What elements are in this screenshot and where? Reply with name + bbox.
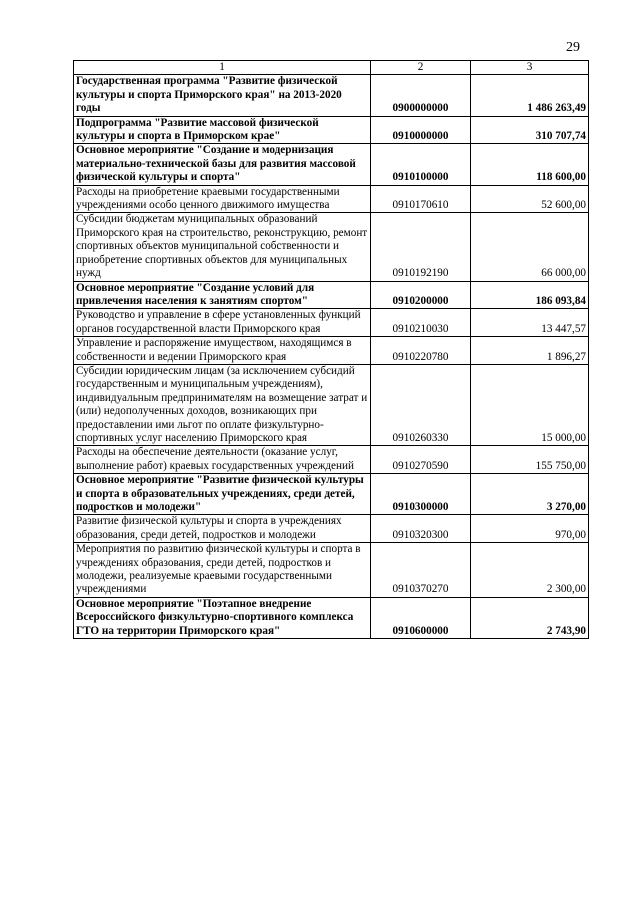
row-amount-cell: 13 447,57 — [471, 309, 589, 337]
row-name-cell: Основное мероприятие "Развитие физической культуры и спорта в образовательных учреждениях, среди детей, подростков и молодежи" — [74, 474, 371, 515]
row-code-cell: 0910200000 — [371, 281, 471, 309]
row-amount-cell: 2 743,90 — [471, 597, 589, 638]
table-row — [74, 144, 589, 185]
row-amount-cell: 2 300,00 — [471, 543, 589, 598]
row-amount-cell: 3 270,00 — [471, 474, 589, 515]
row-code-cell: 0910170610 — [371, 185, 471, 213]
row-amount-cell: 52 600,00 — [471, 185, 589, 213]
row-code-cell: 0910300000 — [371, 474, 471, 515]
row-amount-cell: 1 896,27 — [471, 337, 589, 365]
row-code-cell: 0910100000 — [371, 144, 471, 185]
row-name-cell: Расходы на приобретение краевыми государственными учреждениями особо ценного движимого имущества — [74, 185, 371, 213]
row-name-cell: Управление и распоряжение имуществом, находящимся в собственности и ведении Приморского края — [74, 337, 371, 365]
row-name-cell: Основное мероприятие "Создание условий для привлечения населения к занятиям спортом" — [74, 281, 371, 309]
row-code-cell: 0910260330 — [371, 364, 471, 445]
table-row — [74, 364, 589, 445]
row-code-cell: 0910210030 — [371, 309, 471, 337]
row-amount-cell: 970,00 — [471, 515, 589, 543]
row-code-cell: 0910270590 — [371, 446, 471, 474]
row-code-cell: 0910000000 — [371, 116, 471, 144]
column-header-3: 3 — [471, 61, 589, 75]
row-name-cell: Основное мероприятие "Создание и модернизация материально-технической базы для развития массовой физической культуры и спорта" — [74, 144, 371, 185]
row-name-cell: Развитие физической культуры и спорта в учреждениях образования, среди детей, подростков и молодежи — [74, 515, 371, 543]
row-name-cell: Основное мероприятие "Поэтапное внедрение Всероссийского физкультурно-спортивного комплекса ГТО на территории Приморского края" — [74, 597, 371, 638]
row-code-cell: 0910370270 — [371, 543, 471, 598]
table-row — [74, 515, 589, 543]
row-code-cell: 0910220780 — [371, 337, 471, 365]
table-row — [74, 474, 589, 515]
row-amount-cell: 310 707,74 — [471, 116, 589, 144]
row-amount-cell: 15 000,00 — [471, 364, 589, 445]
table-row — [74, 281, 589, 309]
row-code-cell: 0910192190 — [371, 213, 471, 281]
page-number: 29 — [566, 40, 580, 55]
row-amount-cell: 1 486 263,49 — [471, 75, 589, 116]
table-row — [74, 543, 589, 598]
row-name-cell: Субсидии юридическим лицам (за исключением субсидий государственным и муниципальным учреждениям), индивидуальным предпринимателям на возмещение затрат и (или) недополученных доходов, возникающих при предоставлении ими льгот по оплате физкультурно-спортивных услуг населению Приморского края — [74, 364, 371, 445]
row-name-cell: Субсидии бюджетам муниципальных образований Приморского края на строительство, реконструкцию, ремонт спортивных объектов муниципальной собственности и приобретение спортивных объектов для муниципальных нужд — [74, 213, 371, 281]
row-name-cell: Расходы на обеспечение деятельности (оказание услуг, выполнение работ) краевых государственных учреждений — [74, 446, 371, 474]
table-row — [74, 185, 589, 213]
table-row — [74, 75, 589, 116]
row-name-cell: Подпрограмма "Развитие массовой физической культуры и спорта в Приморском крае" — [74, 116, 371, 144]
row-code-cell: 0900000000 — [371, 75, 471, 116]
column-header-1: 1 — [74, 61, 371, 75]
table-header-row — [74, 61, 589, 75]
table-row — [74, 446, 589, 474]
row-code-cell: 0910320300 — [371, 515, 471, 543]
row-name-cell: Мероприятия по развитию физической культуры и спорта в учреждениях образования, среди детей, подростков и молодежи, реализуемые краевыми государственными учреждениями — [74, 543, 371, 598]
row-name-cell: Государственная программа "Развитие физической культуры и спорта Приморского края" на 2013-2020 годы — [74, 75, 371, 116]
column-header-2: 2 — [371, 61, 471, 75]
table-row — [74, 213, 589, 281]
row-amount-cell: 155 750,00 — [471, 446, 589, 474]
budget-table — [73, 60, 589, 639]
table-row — [74, 597, 589, 638]
row-name-cell: Руководство и управление в сфере установленных функций органов государственной власти Приморского края — [74, 309, 371, 337]
table-row — [74, 337, 589, 365]
row-amount-cell: 66 000,00 — [471, 213, 589, 281]
table-row — [74, 309, 589, 337]
row-code-cell: 0910600000 — [371, 597, 471, 638]
row-amount-cell: 118 600,00 — [471, 144, 589, 185]
table-row — [74, 116, 589, 144]
row-amount-cell: 186 093,84 — [471, 281, 589, 309]
